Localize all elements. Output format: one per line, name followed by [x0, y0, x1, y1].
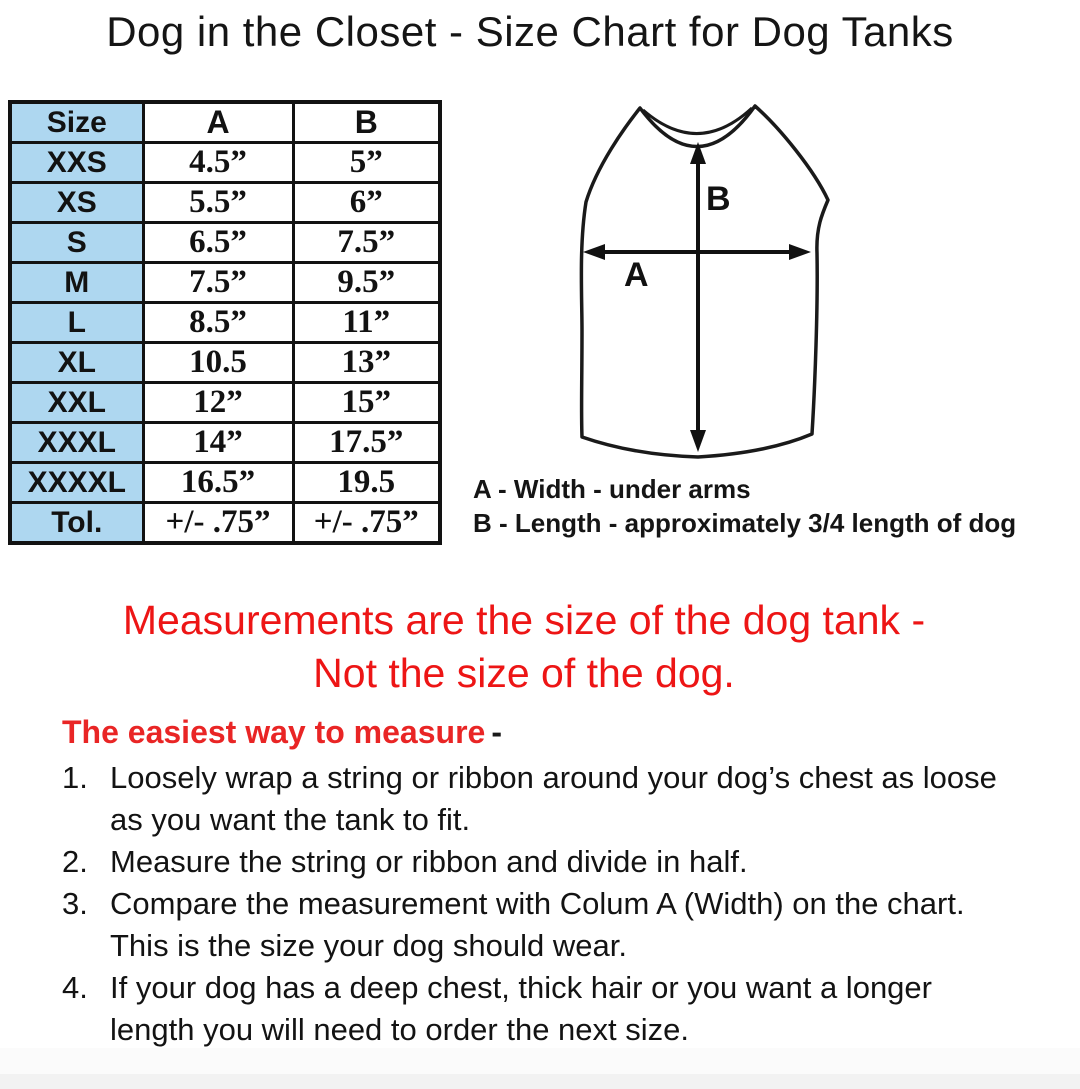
table-row	[10, 143, 440, 183]
diagram-label-b: B	[706, 180, 731, 218]
size-table-body	[10, 102, 440, 543]
diagram-captions	[473, 472, 1073, 540]
list-item	[62, 841, 1022, 883]
bottom-soft-strip	[0, 1048, 1080, 1074]
diagram-label-a: A	[624, 256, 649, 294]
length-b-cell: 5”	[293, 143, 440, 183]
width-a-cell: 7.5”	[143, 263, 293, 303]
width-a-cell: 12”	[143, 383, 293, 423]
length-b-cell: 15”	[293, 383, 440, 423]
length-b-cell: 7.5”	[293, 223, 440, 263]
width-a-cell: 5.5”	[143, 183, 293, 223]
table-row	[10, 223, 440, 263]
table-row	[10, 183, 440, 223]
length-b-cell: 17.5”	[293, 423, 440, 463]
table-row	[10, 423, 440, 463]
width-a-cell: 10.5	[143, 343, 293, 383]
size-cell: L	[10, 303, 143, 343]
list-item-text: If your dog has a deep chest, thick hair or you want a longer length you will need to order the next size.	[110, 970, 941, 1047]
list-item-number: 3.	[62, 886, 88, 921]
width-a-cell: 16.5”	[143, 463, 293, 503]
size-cell: XXXXL	[10, 463, 143, 503]
list-item-text: Measure the string or ribbon and divide in half.	[110, 844, 748, 879]
list-item-text: Compare the measurement with Colum A (Width) on the chart. This is the size your dog should wear.	[110, 886, 982, 963]
length-b-cell: 13”	[293, 343, 440, 383]
width-a-cell: 8.5”	[143, 303, 293, 343]
length-b-cell: 9.5”	[293, 263, 440, 303]
list-item	[62, 967, 1022, 1051]
width-a-cell: 6.5”	[143, 223, 293, 263]
notice-line1: Measurements are the size of the dog tank -	[122, 597, 926, 643]
list-item-number: 1.	[62, 760, 88, 795]
table-row	[10, 463, 440, 503]
list-item-number: 2.	[62, 844, 88, 879]
list-item-number: 4.	[62, 970, 88, 1005]
measurement-notice	[0, 594, 1048, 700]
length-b-cell: 6”	[293, 183, 440, 223]
column-header-size: Size	[10, 102, 143, 143]
length-b-cell: 11”	[293, 303, 440, 343]
length-b-cell: +/- .75”	[293, 503, 440, 544]
list-item-text: Loosely wrap a string or ribbon around your dog’s chest as loose as you want the tank to fit.	[110, 760, 1006, 837]
dog-tank-diagram	[552, 86, 864, 476]
page-title: Dog in the Closet - Size Chart for Dog Tanks	[106, 8, 954, 55]
size-chart-table	[8, 100, 442, 545]
table-row	[10, 303, 440, 343]
width-a-cell: 14”	[143, 423, 293, 463]
measure-heading-dash: -	[491, 714, 502, 750]
size-cell: XXL	[10, 383, 143, 423]
size-cell: M	[10, 263, 143, 303]
table-header-row	[10, 102, 440, 143]
column-header-b: B	[293, 102, 440, 143]
caption-a: A - Width - under arms	[473, 474, 751, 504]
size-cell: XL	[10, 343, 143, 383]
size-cell: XS	[10, 183, 143, 223]
width-a-cell: +/- .75”	[143, 503, 293, 544]
notice-line2: Not the size of the dog.	[313, 650, 735, 696]
length-b-cell: 19.5	[293, 463, 440, 503]
measure-heading	[62, 714, 502, 751]
caption-b: B - Length - approximately 3/4 length of dog	[473, 508, 1017, 538]
tank-outline	[581, 106, 828, 457]
column-header-a: A	[143, 102, 293, 143]
measure-steps	[62, 757, 1022, 1051]
table-row	[10, 343, 440, 383]
size-cell: Tol.	[10, 503, 143, 544]
table-row	[10, 263, 440, 303]
list-item	[62, 757, 1022, 841]
measure-heading-text: The easiest way to measure	[62, 714, 486, 750]
list-item	[62, 883, 1022, 967]
size-cell: XXS	[10, 143, 143, 183]
table-row	[10, 503, 440, 544]
table-row	[10, 383, 440, 423]
width-a-cell: 4.5”	[143, 143, 293, 183]
size-cell: XXXL	[10, 423, 143, 463]
size-cell: S	[10, 223, 143, 263]
bottom-gray-strip	[0, 1074, 1080, 1089]
